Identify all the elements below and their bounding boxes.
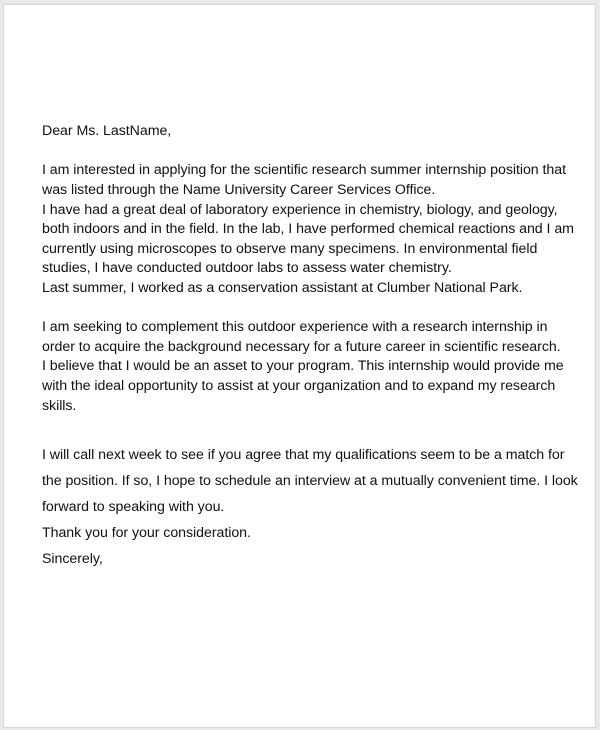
paragraph-2-line: I believe that I would be an asset to your program. This internship would provide me xyxy=(42,358,564,374)
paragraph-3-line: I will call next week to see if you agree that my qualifications seem to be a match for xyxy=(42,447,565,463)
paragraph-1-line: currently using microscopes to observe many specimens. In environmental field xyxy=(42,241,538,257)
paragraph-2-line: order to acquire the background necessary for a future career in scientific research. xyxy=(42,339,561,355)
thanks-line: Thank you for your consideration. xyxy=(42,525,251,541)
paragraph-2-line: I am seeking to complement this outdoor experience with a research internship in xyxy=(42,319,548,335)
paragraph-1-line: Last summer, I worked as a conservation assistant at Clumber National Park. xyxy=(42,280,523,296)
paragraph-1-line: I am interested in applying for the scientific research summer internship position that xyxy=(42,162,566,178)
paragraph-3-line: the position. If so, I hope to schedule an interview at a mutually convenient time. I look xyxy=(42,473,578,489)
paragraph-1-line: both indoors and in the field. In the lab, I have performed chemical reactions and I am xyxy=(42,221,574,237)
salutation: Dear Ms. LastName, xyxy=(42,123,172,139)
paragraph-1-line: was listed through the Name University Career Services Office. xyxy=(42,182,436,198)
paragraph-2-line: with the ideal opportunity to assist at your organization and to expand my research xyxy=(42,378,556,394)
closing: Sincerely, xyxy=(42,551,103,567)
paragraph-1-line: studies, I have conducted outdoor labs to assess water chemistry. xyxy=(42,260,452,276)
paragraph-3-line: forward to speaking with you. xyxy=(42,499,225,515)
paragraph-2-line: skills. xyxy=(42,398,77,414)
paragraph-1-line: I have had a great deal of laboratory experience in chemistry, biology, and geology, xyxy=(42,202,558,218)
